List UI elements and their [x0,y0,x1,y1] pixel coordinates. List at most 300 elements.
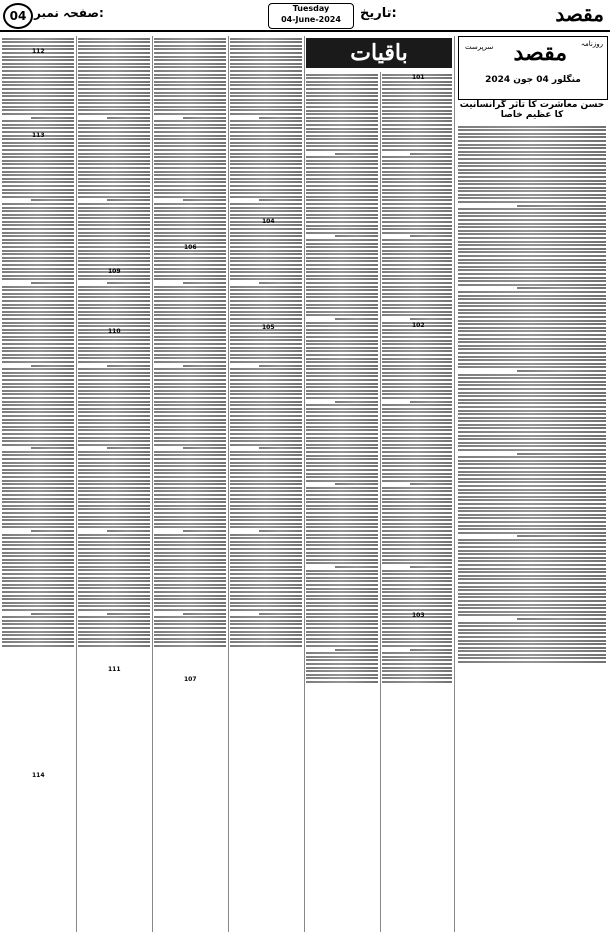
text-line [154,48,226,50]
text-line [154,429,226,431]
text-line [31,613,74,615]
text-line [2,189,74,191]
text-line [230,620,302,622]
text-line [2,534,74,536]
text-line [78,634,150,636]
text-line [382,419,452,421]
text-line [458,661,606,663]
text-line [2,580,74,582]
column-rule [152,36,153,932]
text-line [230,268,302,270]
text-line [78,361,150,363]
text-line [2,638,74,640]
text-line [154,350,226,352]
text-line [78,537,150,539]
text-line [306,282,378,284]
text-line [2,264,74,266]
text-line [230,145,302,147]
text-line [78,541,150,543]
text-line [382,469,452,471]
text-line [2,210,74,212]
text-line [154,469,226,471]
text-line [306,368,378,370]
text-line [230,124,302,126]
text-line [306,243,378,245]
text-line [2,605,74,607]
text-line [382,221,452,223]
text-line [458,237,606,239]
text-line [230,210,302,212]
text-line [306,440,378,442]
text-line [306,516,378,518]
text-line [230,375,302,377]
text-line [2,383,74,385]
article-number: 112 [32,48,45,55]
text-line [78,325,150,327]
text-line [154,102,226,104]
text-line [230,63,302,65]
text-line [2,641,74,643]
text-line [2,120,74,122]
text-line [78,386,150,388]
text-line [2,88,74,90]
text-line [230,451,302,453]
text-line [230,631,302,633]
text-line [154,196,226,198]
text-line [78,149,150,151]
text-line [382,354,452,356]
text-line [230,584,302,586]
text-line [2,616,74,618]
text-line [458,338,606,340]
text-line [78,480,150,482]
text-line [382,113,452,115]
text-line [154,480,226,482]
text-line [458,575,606,577]
text-line [2,174,74,176]
text-line [78,214,150,216]
text-line [306,92,378,94]
text-line [230,462,302,464]
text-line [410,318,452,320]
text-line [458,550,606,552]
text-line [382,160,452,162]
editorial-title: مقصد [513,40,567,66]
text-line [458,417,606,419]
text-line [154,411,226,413]
text-line [78,45,150,47]
text-line [78,52,150,54]
text-line [306,458,378,460]
text-line [78,318,150,320]
text-line [154,332,226,334]
text-line [458,604,606,606]
text-line [458,406,606,408]
text-line [382,178,452,180]
text-line [382,422,452,424]
text-line [154,63,226,65]
text-line [230,480,302,482]
text-line [230,580,302,582]
text-line [2,38,74,40]
text-line [382,602,452,604]
text-line [306,275,378,277]
text-line [306,81,378,83]
text-line [230,196,302,198]
text-line [154,422,226,424]
text-line [230,354,302,356]
text-line [306,555,378,557]
text-line [230,135,302,137]
text-line [517,370,606,372]
text-line [458,542,606,544]
text-line [154,41,226,43]
text-line [458,169,606,171]
text-line [78,422,150,424]
text-line [107,447,150,449]
text-line [335,401,378,403]
date-value: 04-June-2024 [281,15,341,24]
text-line [458,356,606,358]
text-line [306,336,378,338]
text-line [2,361,74,363]
text-line [78,343,150,345]
text-line [78,393,150,395]
text-line [154,357,226,359]
text-line [306,444,378,446]
text-line [2,318,74,320]
text-line [230,260,302,262]
text-column [306,72,378,932]
text-line [458,147,606,149]
text-line [154,523,226,525]
text-line [230,311,302,313]
text-line [306,163,378,165]
text-line [78,185,150,187]
text-line [306,375,378,377]
text-line [2,422,74,424]
text-line [154,390,226,392]
text-line [230,66,302,68]
text-line [458,410,606,412]
text-line [458,320,606,322]
text-line [230,422,302,424]
text-line [306,131,378,133]
text-line [78,207,150,209]
text-line [2,224,74,226]
text-line [230,562,302,564]
text-line [78,372,150,374]
text-line [230,336,302,338]
text-line [230,386,302,388]
text-line [259,282,302,284]
text-line [154,278,226,280]
text-line [2,544,74,546]
text-line [458,162,606,164]
text-line [259,365,302,367]
text-line [2,505,74,507]
text-line [154,232,226,234]
text-line [458,341,606,343]
text-line [306,135,378,137]
text-line [382,433,452,435]
text-line [458,129,606,131]
text-line [78,311,150,313]
text-line [306,393,378,395]
text-line [2,113,74,115]
article-number: 111 [108,666,121,673]
text-line [154,444,226,446]
text-line [382,555,452,557]
text-line [306,322,378,324]
masthead [0,0,610,32]
text-line [458,251,606,253]
text-line [382,591,452,593]
text-line [306,677,378,679]
text-line [458,514,606,516]
text-line [458,593,606,595]
text-line [306,645,378,647]
text-line [78,368,150,370]
text-line [306,652,378,654]
text-line [382,645,452,647]
text-line [78,296,150,298]
text-line [230,307,302,309]
text-line [382,95,452,97]
text-line [78,465,150,467]
text-line [154,472,226,474]
text-line [458,460,606,462]
text-line [78,462,150,464]
text-line [306,88,378,90]
text-line [78,433,150,435]
text-line [230,397,302,399]
text-line [2,228,74,230]
page-number: 04 [3,3,33,29]
text-line [78,160,150,162]
text-line [78,605,150,607]
text-line [382,670,452,672]
text-line [458,277,606,279]
text-line [2,304,74,306]
text-line [230,469,302,471]
text-line [382,541,452,543]
text-line [458,647,606,649]
text-line [230,99,302,101]
text-line [306,138,378,140]
text-line [78,501,150,503]
text-line [154,311,226,313]
text-line [410,483,452,485]
text-line [154,189,226,191]
text-line [78,286,150,288]
text-line [230,113,302,115]
editorial-body [458,124,606,932]
text-line [78,390,150,392]
text-line [154,534,226,536]
text-line [78,587,150,589]
text-line [306,350,378,352]
text-line [306,437,378,439]
text-line [382,609,452,611]
text-line [382,548,452,550]
text-line [154,99,226,101]
text-line [2,250,74,252]
text-line [154,595,226,597]
text-line [458,640,606,642]
text-line [230,228,302,230]
text-line [458,654,606,656]
text-line [78,505,150,507]
text-line [154,124,226,126]
text-line [382,156,452,158]
text-line [154,113,226,115]
text-line [382,465,452,467]
text-line [458,140,606,142]
text-line [458,427,606,429]
text-line [382,505,452,507]
text-line [154,145,226,147]
text-line [154,314,226,316]
text-line [154,401,226,403]
text-line [78,408,150,410]
text-line [78,246,150,248]
text-line [458,503,606,505]
text-line [306,447,378,449]
text-line [2,77,74,79]
text-line [2,207,74,209]
text-line [230,275,302,277]
text-line [230,45,302,47]
text-line [78,239,150,241]
text-line [154,566,226,568]
text-line [230,138,302,140]
text-line [306,462,378,464]
text-line [2,577,74,579]
text-line [183,282,226,284]
text-line [230,207,302,209]
text-line [230,95,302,97]
text-line [2,307,74,309]
text-line [230,454,302,456]
text-line [154,577,226,579]
text-line [154,440,226,442]
text-line [154,336,226,338]
text-line [306,659,378,661]
text-line [78,638,150,640]
text-line [2,512,74,514]
text-line [230,476,302,478]
section-title: باقیات [306,38,452,68]
text-line [2,548,74,550]
text-line [2,408,74,410]
text-line [230,185,302,187]
article-number: 101 [412,74,425,81]
text-line [154,171,226,173]
text-line [154,552,226,554]
text-line [154,109,226,111]
text-line [183,530,226,532]
text-line [382,516,452,518]
text-line [2,196,74,198]
column-rule [76,36,77,932]
text-line [382,372,452,374]
text-line [154,271,226,273]
text-line [78,84,150,86]
text-line [306,404,378,406]
text-line [78,375,150,377]
text-line [458,521,606,523]
text-line [382,289,452,291]
text-line [2,397,74,399]
text-line [154,631,226,633]
text-line [107,613,150,615]
text-line [458,262,606,264]
text-line [458,589,606,591]
text-line [382,411,452,413]
text-line [154,293,226,295]
text-line [2,541,74,543]
text-line [78,401,150,403]
text-line [2,92,74,94]
text-line [78,339,150,341]
text-line [306,358,378,360]
text-line [458,309,606,311]
text-line [382,110,452,112]
text-line [2,645,74,647]
text-line [78,250,150,252]
text-line [78,494,150,496]
text-line [382,519,452,521]
column-rule [304,36,305,932]
text-line [382,415,452,417]
text-line [306,207,378,209]
text-line [306,214,378,216]
text-line [458,413,606,415]
text-line [154,555,226,557]
article-number: 103 [412,612,425,619]
text-line [154,541,226,543]
text-line [306,149,378,151]
text-line [458,388,606,390]
text-line [2,372,74,374]
text-line [458,456,606,458]
column-rule [454,36,455,932]
text-line [306,562,378,564]
text-line [2,415,74,417]
text-line [517,618,606,620]
text-line [458,607,606,609]
text-line [2,354,74,356]
text-line [230,465,302,467]
text-line [230,246,302,248]
article-number: 110 [108,328,121,335]
text-line [154,160,226,162]
text-line [306,577,378,579]
text-line [382,634,452,636]
text-line [458,507,606,509]
text-line [458,424,606,426]
text-line [78,631,150,633]
text-line [2,483,74,485]
text-line [183,199,226,201]
text-line [230,458,302,460]
text-line [78,228,150,230]
text-line [382,451,452,453]
text-line [78,189,150,191]
text-line [2,66,74,68]
text-line [230,516,302,518]
